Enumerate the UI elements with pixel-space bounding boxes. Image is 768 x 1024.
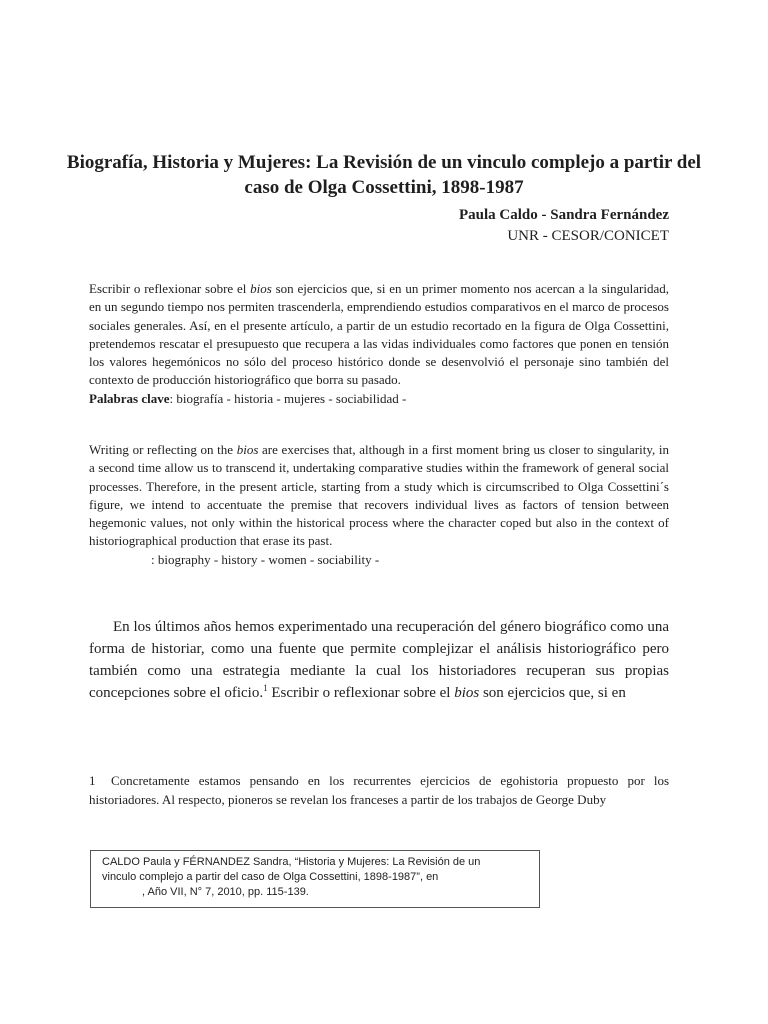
abstract-spanish-text xyxy=(89,280,669,390)
body-paragraph-middle: Escribir o reflexionar sobre el xyxy=(267,685,455,701)
keywords-spanish xyxy=(89,390,669,408)
body-paragraph-end: son ejercicios que, si en xyxy=(479,685,626,701)
body-paragraph-start: En los últimos años hemos experimentado una recuperación del género biográfico como una forma de historiar, como una fuente que permite complejizar el análisis historiográfico pero también como una estrategia mediante la cual los historiadores recuperan sus propias concepciones sobre el oficio. xyxy=(89,619,669,701)
abstract-spanish xyxy=(89,280,669,408)
abstract-english-text xyxy=(89,441,669,551)
abstract-english-text-start: Writing or reflecting on the xyxy=(89,442,237,457)
keywords-english-list: : biography - history - women - sociability - xyxy=(151,551,380,567)
citation-line-3-wrapper xyxy=(102,885,528,900)
abstract-english-italic-word: bios xyxy=(236,442,259,457)
body-paragraph xyxy=(89,616,669,704)
footnote-text: Concretamente estamos pensando en los recurrentes ejercicios de egohistoria propuesto por los historiadores. Al respecto, pioneros se revelan los franceses a partir de los trabajos de George Duby xyxy=(89,773,669,807)
citation-line-1: CALDO Paula y FÉRNANDEZ Sandra, “Historia y Mujeres: La Revisión de un xyxy=(102,856,481,868)
article-authors: Paula Caldo - Sandra Fernández xyxy=(458,207,669,223)
abstract-spanish-text-rest: son ejercicios que, si en un primer momento nos acercan a la singularidad, en un segundo tiempo nos permiten trascenderla, emprendiendo estudios comparativos en el marco de procesos sociales generales. Así, en el presente artículo, a partir de un estudio recortado en la figura de Olga Cossettini, pretendemos rescatar el presupuesto que recupera a las vidas individuales como factores que ponen en tensión los valores hegemónicos no sólo del proceso histórico donde se desenvolvió el personaje sino también del contexto de producción historiográfico que borra su pasado. xyxy=(89,281,669,388)
citation-line-2: vinculo complejo a partir del caso de Olga Cossettini, 1898-1987”, en xyxy=(102,871,439,883)
author-affiliation: UNR - CESOR/CONICET xyxy=(507,228,669,244)
keywords-spanish-list: : biografía - historia - mujeres - sociabilidad - xyxy=(169,390,407,406)
abstract-spanish-text-start: Escribir o reflexionar sobre el xyxy=(89,281,251,296)
footnote xyxy=(89,771,669,809)
keywords-label: Palabras clave xyxy=(89,390,170,406)
body-italic-word: bios xyxy=(454,685,480,701)
abstract-spanish-italic-word: bios xyxy=(250,281,272,296)
footnote-reference[interactable]: 1 xyxy=(263,683,268,693)
article-title: Biografía, Historia y Mujeres: La Revisión de un vinculo complejo a partir del caso de Olga Cossettini, 1898-1987 xyxy=(66,152,702,198)
abstract-english-text-rest: are exercises that, although in a first moment bring us closer to singularity, in a second time allow us to transcend it, undertaking comparative studies within the framework of general social processes. Therefore, in the present article, starting from a study which is circumscribed to Olga Cossettini´s figure, we intend to accentuate the premise that recovers individual lives as factors of tension between hegemonic values, not only within the historical process where the character coped but also in the context of historiographical production that erase its past. xyxy=(89,442,669,549)
abstract-english xyxy=(89,441,669,569)
keywords-english xyxy=(89,551,669,569)
footnote-number: 1 xyxy=(89,773,96,788)
citation-line-3: , Año VII, N° 7, 2010, pp. 115-139. xyxy=(142,886,309,898)
citation-box xyxy=(90,850,540,908)
